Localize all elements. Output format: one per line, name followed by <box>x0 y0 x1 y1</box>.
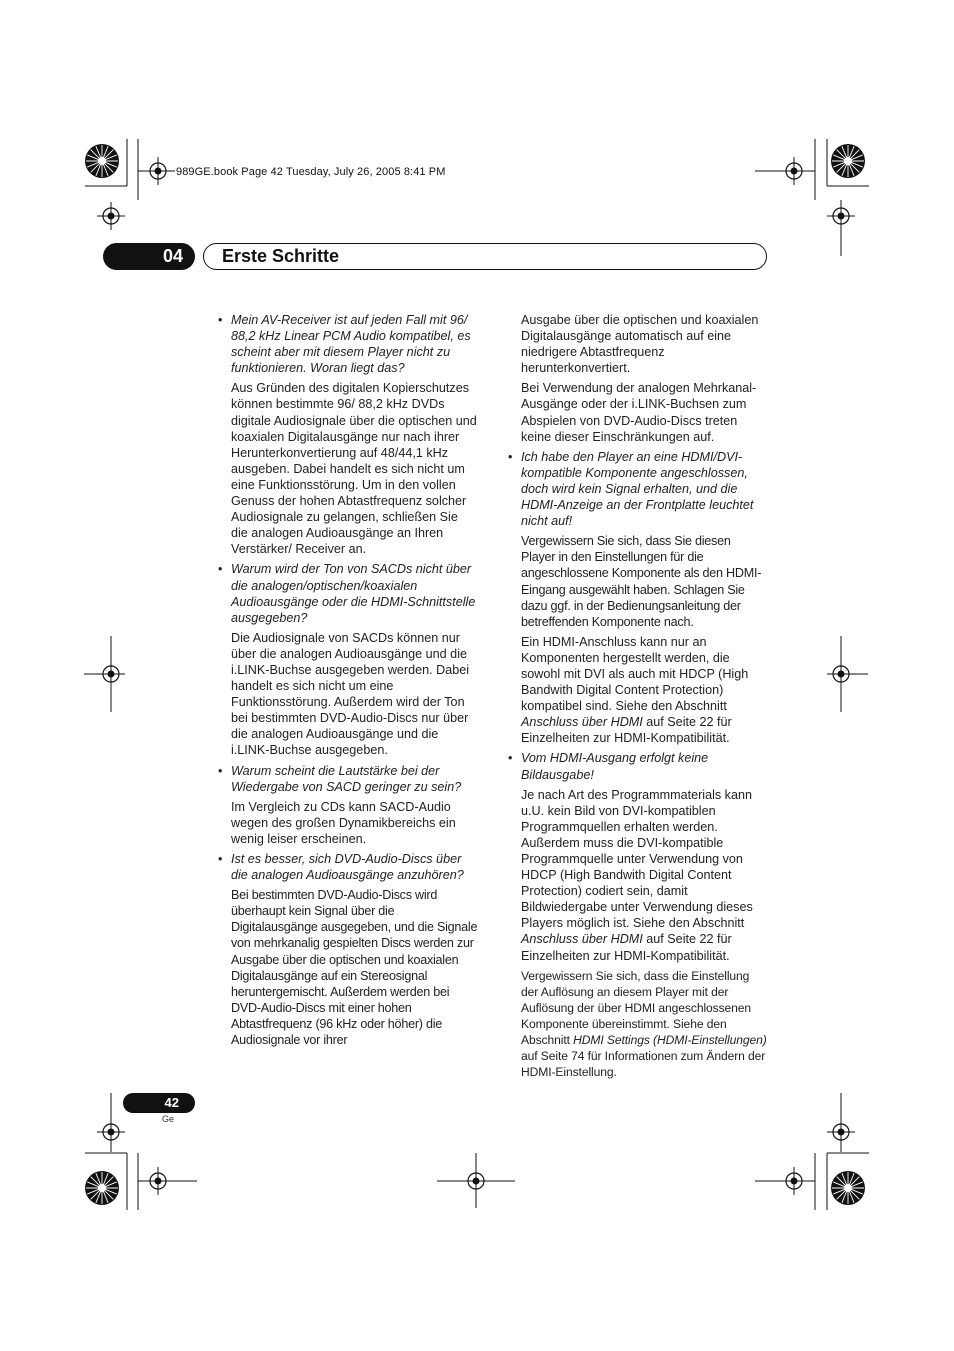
right-column <box>508 312 768 1084</box>
chapter-title: Erste Schritte <box>222 246 340 266</box>
chapter-title-box <box>203 243 767 270</box>
faq-answer: Vergewissern Sie sich, dass die Einstellung der Auflösung an diesem Player mit der Auflösung der über HDMI angeschlossenen Komponente übereinstimmt. Siehe den Abschnitt HDMI Settings (HDMI-Einstellungen) auf Seite 74 für Informationen zum Ändern der HDMI-Einstellung. <box>521 968 767 1080</box>
left-column <box>218 312 478 1052</box>
faq-answer: Bei Verwendung der analogen Mehrkanal-Ausgänge oder der i.LINK-Buchsen zum Abspielen von DVD-Audio-Discs treten keine dieser Einschränkungen auf. <box>521 381 757 444</box>
faq-answer: Bei bestimmten DVD-Audio-Discs wird überhaupt kein Signal über die Digitalausgänge ausgegeben, und die Signale von mehrkanalig gespielten Discs werden zur Ausgabe über die optischen und koaxialen Digitalausgänge auf ein Stereosignal heruntergemischt. Außerdem werden bei DVD-Audio-Discs mit einer hohen Abtastfrequenz (96 kHz oder höher) die Audiosignale vor ihrer <box>231 888 478 1048</box>
book-file-info: 989GE.book Page 42 Tuesday, July 26, 2005 8:41 PM <box>176 166 446 178</box>
faq-question: • Ist es besser, sich DVD-Audio-Discs über die analogen Audioausgänge anzuhören? <box>218 852 464 883</box>
registration-crosshair-icon <box>97 202 125 230</box>
page-number-badge: 42 <box>123 1093 195 1113</box>
registration-star-icon <box>85 1171 119 1205</box>
faq-answer: Die Audiosignale von SACDs können nur über die analogen Audioausgänge und die i.LINK-Buchse ausgegeben werden. Dabei handelt es sich nicht um eine Funktionsstörung. Außerdem wird der Ton bei bestimmten DVD-Audio-Discs nur über die analogen Audioausgänge und die i.LINK-Buchse ausgegeben. <box>231 630 470 758</box>
faq-question: • Warum scheint die Lautstärke bei der Wiedergabe von SACD geringer zu sein? <box>218 763 462 794</box>
faq-question: • Warum wird der Ton von SACDs nicht über die analogen/optischen/koaxialen Audioausgänge oder die HDMI-Schnittstelle ausgegeben? <box>218 562 476 625</box>
faq-question: • Ich habe den Player an eine HDMI/DVI-kompatible Komponente angeschlossen, doch wird kein Signal erhalten, und die HDMI-Anzeige an der Frontplatte leuchtet nicht auf! <box>508 449 754 529</box>
registration-star-icon <box>85 144 119 178</box>
faq-question: • Vom HDMI-Ausgang erfolgt keine Bildausgabe! <box>508 751 709 782</box>
faq-answer: Ein HDMI-Anschluss kann nur an Komponenten hergestellt werden, die sowohl mit DVI als auch mit HDCP (High Bandwith Digital Content Protection) kompatibel sind. Siehe den Abschnitt Anschluss über HDMI auf Seite 22 für Einzelheiten zur HDMI-Kompatibilität. <box>521 634 749 746</box>
chapter-number-badge: 04 <box>103 243 195 270</box>
faq-answer: Ausgabe über die optischen und koaxialen Digitalausgänge automatisch auf eine niedrigere Abtastfrequenz herunterkonvertiert. <box>521 313 759 376</box>
registration-star-icon <box>831 1171 865 1205</box>
faq-answer: Je nach Art des Programmmaterials kann u.U. kein Bild von DVI-kompatiblen Programmquellen erhalten werden. Außerdem muss die DVI-kompatible Programmquelle unter Verwendung von HDCP (High Bandwith Digital Content Protection) codiert sein, damit Bildwiedergabe unter Verwendung dieses Players möglich ist. Siehe den Abschnitt Anschluss über HDMI auf Seite 22 für Einzelheiten zur HDMI-Kompatibilität. <box>521 787 753 963</box>
faq-answer: Aus Gründen des digitalen Kopierschutzes können bestimmte 96/ 88,2 kHz DVDs digitale Audiosignale über die optischen und koaxialen Digitalausgänge nur nach ihrer Herunterkonvertierung auf 48/44,1 kHz ausgeben. Dabei handelt es sich nicht um eine Funktionsstörung. Um in den vollen Genuss der hohen Abtastfrequenz solcher Audiosignale zu gelangen, schließen Sie die analogen Audioausgänge an Ihren Verstärker/ Receiver an. <box>231 381 477 557</box>
faq-question: • Mein AV-Receiver ist auf jeden Fall mit 96/ 88,2 kHz Linear PCM Audio kompatibel, es scheint aber mit diesem Player nicht zu funktionieren. Woran liegt das? <box>218 313 471 376</box>
faq-answer: Im Vergleich zu CDs kann SACD-Audio wegen des großen Dynamikbereichs ein wenig leiser erscheinen. <box>231 799 456 846</box>
language-code: Ge <box>162 1114 175 1124</box>
registration-star-icon <box>831 144 865 178</box>
faq-answer: Vergewissern Sie sich, dass Sie diesen Player in den Einstellungen für die angeschlossene Komponente als den HDMI-Eingang ausgewählt haben. Schlagen Sie dazu ggf. in der Bedienungsanleitung der betreffenden Komponente nach. <box>521 534 762 629</box>
